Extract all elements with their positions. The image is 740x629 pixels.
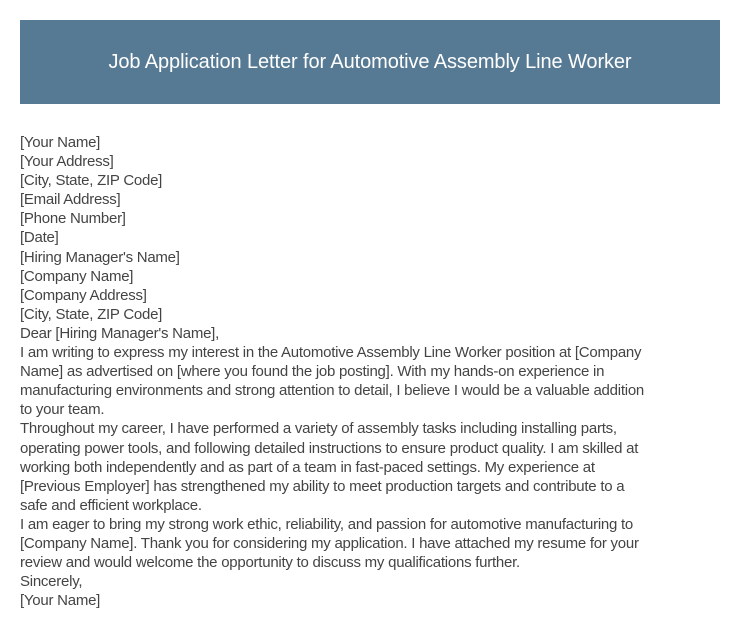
paragraph-line: [Company Name]. Thank you for considering my application. I have attached my resume for your — [20, 534, 639, 552]
letter-date: [Date] — [20, 229, 59, 247]
paragraph-line: Name] as advertised on [where you found the job posting]. With my hands-on experience in — [20, 363, 605, 381]
paragraph-closing — [20, 515, 730, 572]
paragraph-line: Throughout my career, I have performed a variety of assembly tasks including installing parts, — [20, 420, 617, 438]
sender-address: [Your Address] — [20, 153, 114, 171]
recipient-hiring-manager: [Hiring Manager's Name] — [20, 248, 180, 266]
sender-phone: [Phone Number] — [20, 210, 126, 228]
paragraph-line: to your team. — [20, 401, 105, 419]
sender-name: [Your Name] — [20, 134, 101, 151]
paragraph-line: I am eager to bring my strong work ethic, reliability, and passion for automotive manufacturing to — [20, 515, 634, 533]
recipient-company-name: [Company Name] — [20, 267, 134, 285]
signature: [Your Name] — [20, 592, 101, 610]
paragraph-line: I am writing to express my interest in the Automotive Assembly Line Worker position at [Company — [20, 344, 642, 362]
paragraph-intro — [20, 343, 730, 419]
page-title: Job Application Letter for Automotive Assembly Line Worker — [108, 50, 632, 73]
paragraph-experience — [20, 419, 730, 514]
paragraph-line: manufacturing environments and strong attention to detail, I believe I would be a valuable addition — [20, 382, 644, 400]
sender-city-state-zip: [City, State, ZIP Code] — [20, 172, 163, 190]
recipient-block — [20, 248, 730, 324]
letter-body — [20, 133, 730, 610]
paragraph-line: [Previous Employer] has strengthened my ability to meet production targets and contribute to a — [20, 477, 625, 495]
paragraph-line: operating power tools, and following detailed instructions to ensure product quality. I am skilled at — [20, 439, 639, 457]
sender-block — [20, 133, 730, 248]
salutation: Dear [Hiring Manager's Name], — [20, 324, 220, 342]
title-banner — [20, 20, 720, 104]
sender-email: [Email Address] — [20, 191, 121, 209]
closing: Sincerely, — [20, 573, 83, 591]
recipient-city-state-zip: [City, State, ZIP Code] — [20, 305, 163, 323]
paragraph-line: safe and efficient workplace. — [20, 496, 202, 514]
paragraph-line: working both independently and as part of a team in fast-paced settings. My experience at — [20, 458, 595, 476]
recipient-company-address: [Company Address] — [20, 286, 147, 304]
paragraph-line: review and would welcome the opportunity to discuss my qualifications further. — [20, 554, 520, 572]
